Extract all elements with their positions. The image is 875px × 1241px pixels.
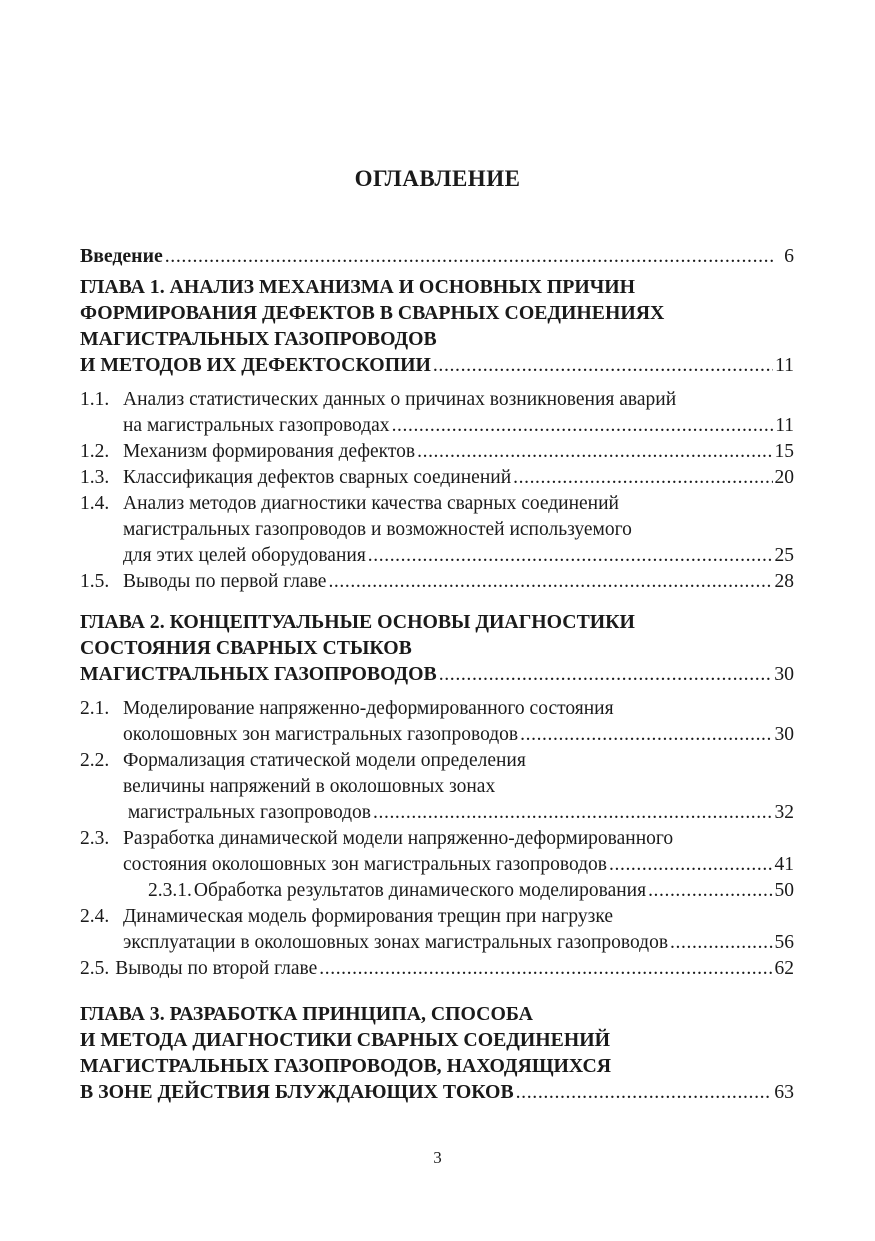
toc-chapter-2[interactable] <box>80 609 794 687</box>
section-title-line: Обработка результатов динамического моделирования <box>193 880 647 901</box>
toc-section-1-2[interactable] <box>80 439 794 465</box>
toc-page-number: 15 <box>774 441 794 462</box>
section-title-line: Анализ статистических данных о причинах возникновения аварий <box>123 389 677 410</box>
dot-leader <box>392 413 774 439</box>
section-title-line: на магистральных газопроводах <box>123 415 390 436</box>
toc-chapter-3[interactable] <box>80 1001 794 1105</box>
dot-leader <box>670 930 772 956</box>
toc-page-number: 30 <box>774 724 794 745</box>
chapter-title-line: МАГИСТРАЛЬНЫХ ГАЗОПРОВОДОВ <box>80 663 437 685</box>
section-title-line: Механизм формирования дефектов <box>123 441 416 462</box>
section-number: 2.1. <box>80 698 110 719</box>
chapter-title-line: И МЕТОДОВ ИХ ДЕФЕКТОСКОПИИ <box>80 354 431 376</box>
dot-leader <box>373 800 772 826</box>
dot-leader <box>513 465 772 491</box>
section-title-line: Формализация статической модели определения <box>123 750 526 771</box>
toc-section-1-3[interactable] <box>80 465 794 491</box>
toc-entry-intro[interactable] <box>80 243 794 269</box>
toc-section-1-1[interactable] <box>80 387 794 439</box>
dot-leader <box>319 956 772 982</box>
section-title-line: эксплуатации в околошовных зонах магистральных газопроводов <box>123 932 669 953</box>
chapter-title-line: И МЕТОДА ДИАГНОСТИКИ СВАРНЫХ СОЕДИНЕНИЙ <box>80 1029 611 1051</box>
section-title-line: Анализ методов диагностики качества сварных соединений <box>123 493 619 514</box>
page-title: ОГЛАВЛЕНИЕ <box>354 166 521 191</box>
dot-leader <box>433 352 773 378</box>
toc-page-number: 32 <box>774 802 794 823</box>
chapter-title-line: МАГИСТРАЛЬНЫХ ГАЗОПРОВОДОВ, НАХОДЯЩИХСЯ <box>80 1055 612 1077</box>
dot-leader <box>368 543 773 569</box>
toc-page-number: 25 <box>774 545 794 566</box>
toc-section-2-3-1[interactable] <box>80 878 794 904</box>
table-of-contents <box>80 243 794 1105</box>
section-title-line: Моделирование напряженно-деформированного состояния <box>123 698 614 719</box>
toc-section-1-5[interactable] <box>80 569 794 595</box>
toc-page-number: 11 <box>775 415 794 436</box>
section-title-line: околошовных зон магистральных газопроводов <box>123 724 519 745</box>
section-number: 1.3. <box>80 467 110 488</box>
toc-page-number: 30 <box>774 663 794 685</box>
toc-page-number: 6 <box>784 245 794 267</box>
section-number: 2.3.1. <box>148 880 192 901</box>
section-title-line: Разработка динамической модели напряженно-деформированного <box>123 828 674 849</box>
toc-page-number: 63 <box>774 1081 794 1103</box>
toc-section-2-4[interactable] <box>80 904 794 956</box>
toc-section-2-1[interactable] <box>80 696 794 748</box>
toc-page-number: 41 <box>774 854 794 875</box>
section-number: 1.4. <box>80 493 110 514</box>
section-title-line: Классификация дефектов сварных соединений <box>123 467 512 488</box>
chapter-title-line: МАГИСТРАЛЬНЫХ ГАЗОПРОВОДОВ <box>80 328 437 350</box>
section-title-line: величины напряжений в околошовных зонах <box>123 776 496 797</box>
section-number: 2.5. <box>80 958 110 979</box>
toc-page-number: 28 <box>774 571 794 592</box>
dot-leader <box>520 722 772 748</box>
dot-leader <box>165 243 774 269</box>
section-number: 2.3. <box>80 828 110 849</box>
section-title-line: Выводы по второй главе <box>115 958 318 979</box>
toc-page-number: 50 <box>774 880 794 901</box>
page-number: 3 <box>433 1148 442 1167</box>
chapter-title-line: ГЛАВА 3. РАЗРАБОТКА ПРИНЦИПА, СПОСОБА <box>80 1003 533 1025</box>
section-number: 2.4. <box>80 906 110 927</box>
dot-leader <box>609 852 772 878</box>
toc-chapter-1[interactable] <box>80 274 794 378</box>
section-number: 1.5. <box>80 571 110 592</box>
section-title-line: Выводы по первой главе <box>123 571 327 592</box>
toc-page-number: 62 <box>774 958 794 979</box>
dot-leader <box>328 569 772 595</box>
dot-leader <box>417 439 772 465</box>
toc-section-2-3[interactable] <box>80 826 794 878</box>
section-title-line: магистральных газопроводов <box>123 802 372 823</box>
chapter-title-line: ФОРМИРОВАНИЯ ДЕФЕКТОВ В СВАРНЫХ СОЕДИНЕНИЯХ <box>80 302 665 324</box>
section-number: 1.1. <box>80 389 110 410</box>
dot-leader <box>516 1079 773 1105</box>
section-title-line: Динамическая модель формирования трещин при нагрузке <box>123 906 614 927</box>
dot-leader <box>439 661 773 687</box>
chapter-title-line: СОСТОЯНИЯ СВАРНЫХ СТЫКОВ <box>80 637 412 659</box>
toc-page-number: 56 <box>774 932 794 953</box>
section-title-line: для этих целей оборудования <box>123 545 366 566</box>
section-title-line: состояния околошовных зон магистральных газопроводов <box>123 854 608 875</box>
chapter-title-line: ГЛАВА 1. АНАЛИЗ МЕХАНИЗМА И ОСНОВНЫХ ПРИЧИН <box>80 276 636 298</box>
toc-section-2-2[interactable] <box>80 748 794 826</box>
section-number: 1.2. <box>80 441 110 462</box>
chapter-title-line: В ЗОНЕ ДЕЙСТВИЯ БЛУЖДАЮЩИХ ТОКОВ <box>80 1081 514 1103</box>
toc-page-number: 11 <box>774 354 794 376</box>
toc-page-number: 20 <box>774 467 794 488</box>
toc-entry-text: Введение <box>80 245 163 267</box>
toc-section-1-4[interactable] <box>80 491 794 569</box>
chapter-title-line: ГЛАВА 2. КОНЦЕПТУАЛЬНЫЕ ОСНОВЫ ДИАГНОСТИКИ <box>80 611 635 633</box>
section-title-line: магистральных газопроводов и возможностей используемого <box>123 519 632 540</box>
toc-section-2-5[interactable] <box>80 956 794 982</box>
dot-leader <box>648 878 772 904</box>
section-number: 2.2. <box>80 750 110 771</box>
